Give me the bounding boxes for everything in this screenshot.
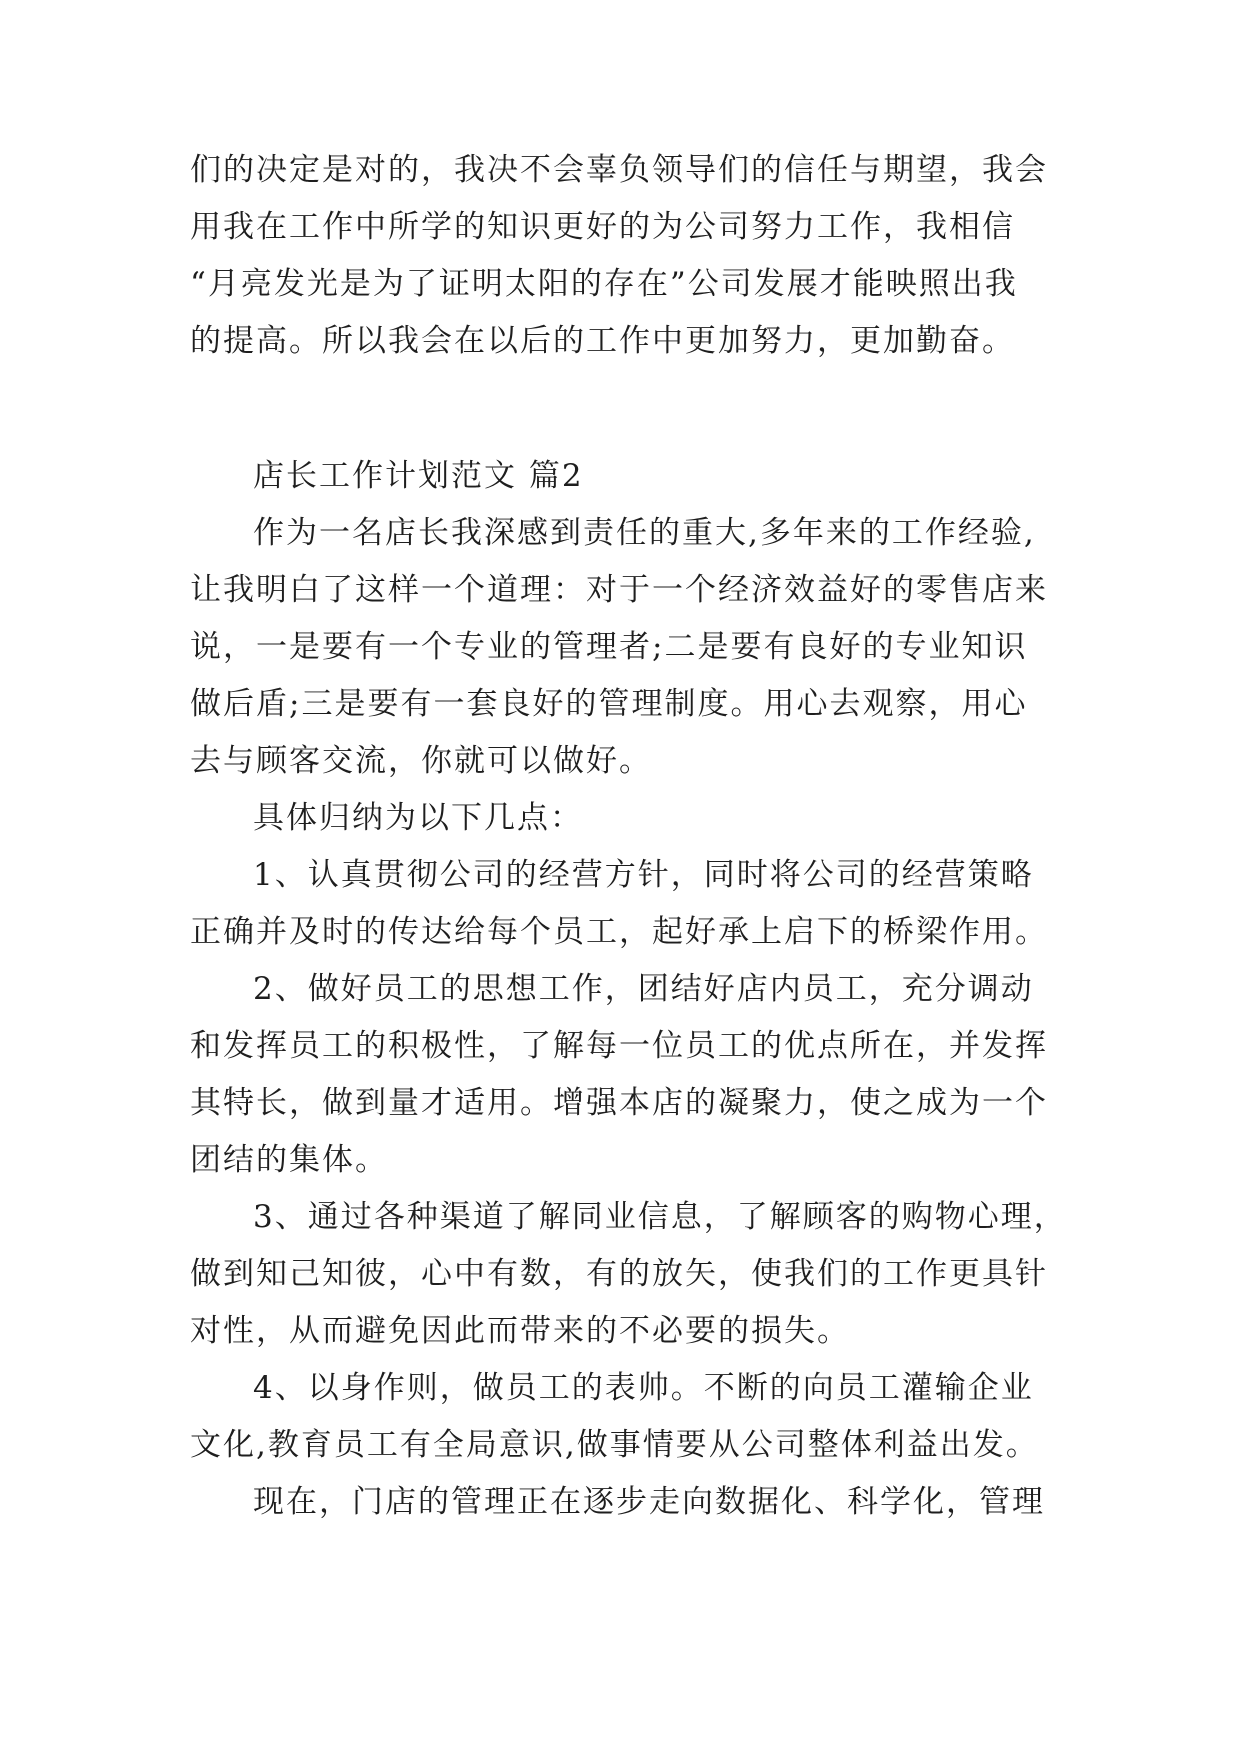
text-line: 们的决定是对的，我决不会辜负领导们的信任与期望，我会 — [190, 152, 1048, 188]
text-line: 去与顾客交流，你就可以做好。 — [190, 743, 652, 779]
text-line: 其特长，做到量才适用。增强本店的凝聚力，使之成为一个 — [190, 1085, 1048, 1121]
text-line: 团结的集体。 — [190, 1142, 388, 1178]
text-line: 对性，从而避免因此而带来的不必要的损失。 — [190, 1313, 850, 1349]
text-line: 作为一名店长我深感到责任的重大,多年来的工作经验, — [253, 515, 1036, 551]
section-heading: 店长工作计划范文 篇2 — [253, 458, 584, 494]
text-line: “月亮发光是为了证明太阳的存在”公司发展才能映照出我 — [190, 266, 1018, 302]
text-line: 正确并及时的传达给每个员工，起好承上启下的桥梁作用。 — [190, 914, 1048, 950]
list-item-2: 2、做好员工的思想工作，团结好店内员工，充分调动 — [253, 971, 1034, 1007]
text-line: 做后盾;三是要有一套良好的管理制度。用心去观察，用心 — [190, 686, 1028, 722]
list-item-1: 1、认真贯彻公司的经营方针，同时将公司的经营策略 — [253, 857, 1034, 893]
text-line: 文化,教育员工有全局意识,做事情要从公司整体利益出发。 — [190, 1427, 1039, 1463]
text-line: 现在，门店的管理正在逐步走向数据化、科学化，管理 — [253, 1484, 1045, 1520]
list-item-4: 4、以身作则，做员工的表帅。不断的向员工灌输企业 — [253, 1370, 1034, 1406]
list-item-3: 3、通过各种渠道了解同业信息，了解顾客的购物心理， — [253, 1199, 1067, 1235]
text-line: 具体归纳为以下几点： — [253, 800, 583, 836]
text-line: 用我在工作中所学的知识更好的为公司努力工作，我相信 — [190, 209, 1015, 245]
text-line: 让我明白了这样一个道理：对于一个经济效益好的零售店来 — [190, 572, 1048, 608]
text-line: 做到知己知彼，心中有数，有的放矢，使我们的工作更具针 — [190, 1256, 1048, 1292]
text-line: 的提高。所以我会在以后的工作中更加努力，更加勤奋。 — [190, 323, 1015, 359]
text-line: 说，一是要有一个专业的管理者;二是要有良好的专业知识 — [190, 629, 1028, 665]
text-line: 和发挥员工的积极性，了解每一位员工的优点所在，并发挥 — [190, 1028, 1048, 1064]
